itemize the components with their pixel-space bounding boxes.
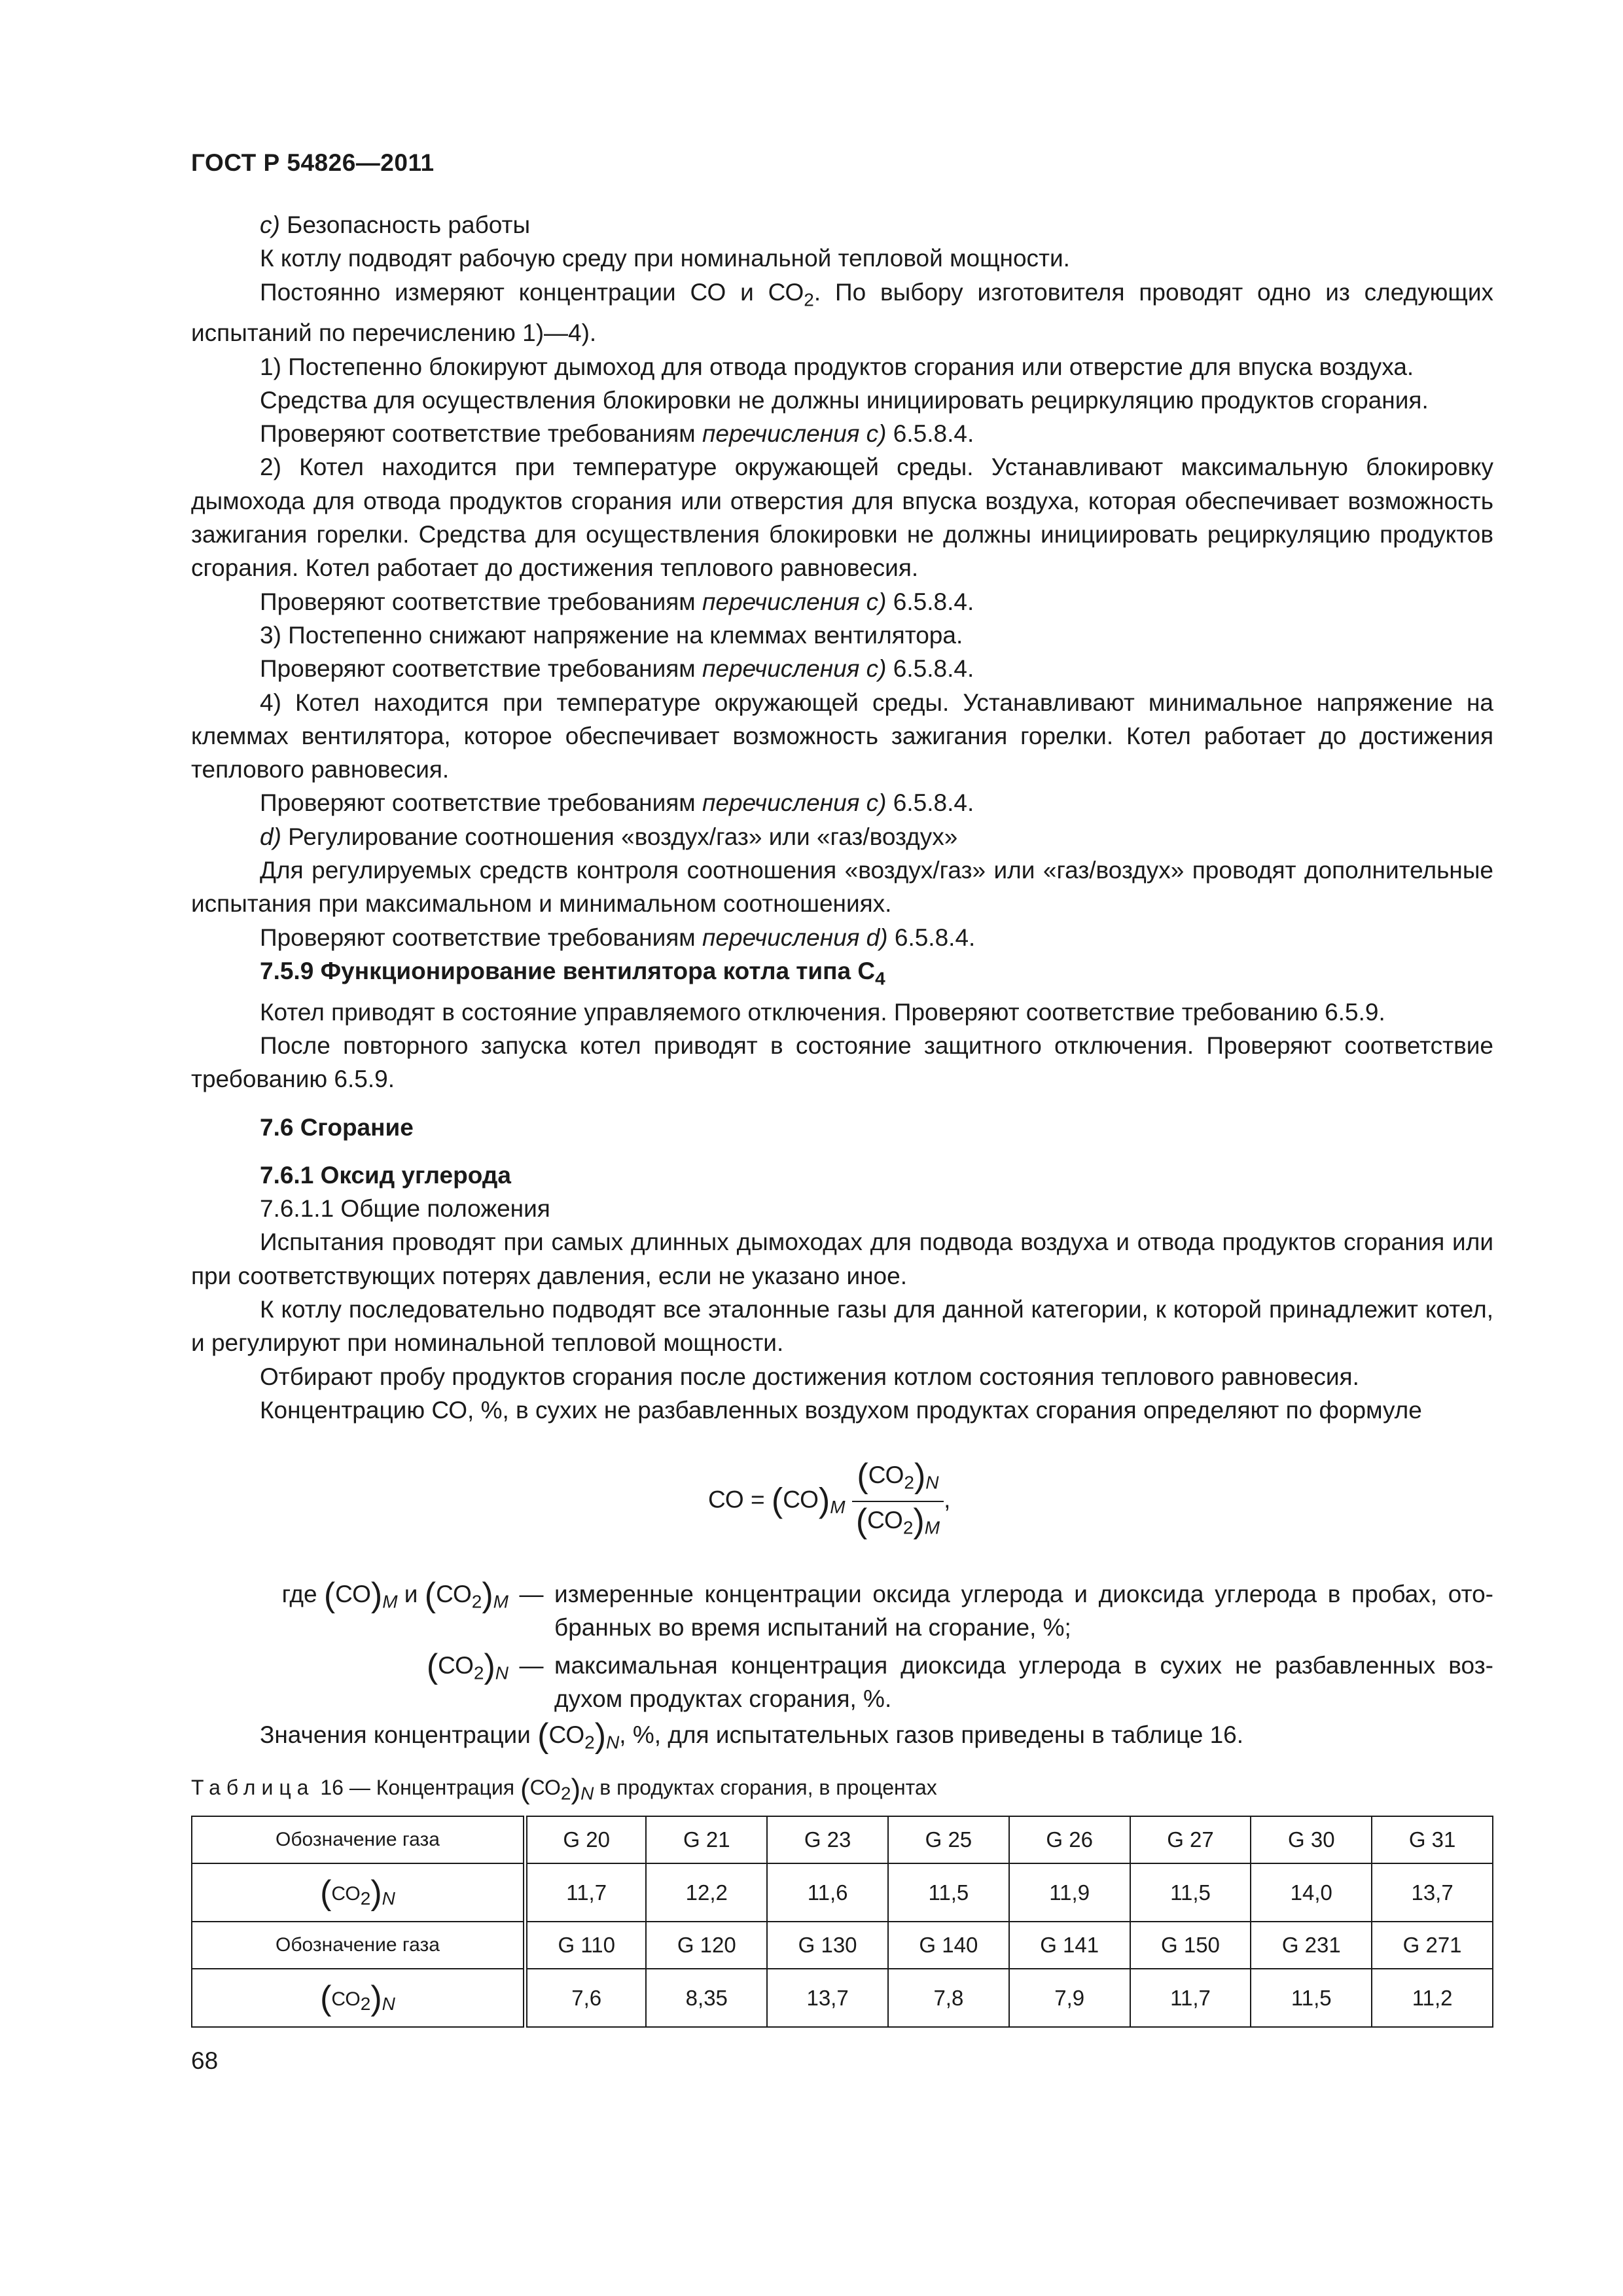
check-reference: Проверяют соответствие требованиям перечисления с) 6.5.8.4. (260, 789, 974, 817)
table-cell: G 26 (1009, 1816, 1130, 1863)
paragraph: Испытания проводят при самых длинных дымоходах для подвода воздуха и отвода продуктов сгорания или при соответствующих потерях давления, если не указано иное. (191, 1229, 1493, 1289)
table-cell: 11,7 (1130, 1969, 1251, 2027)
paragraph: Отбирают пробу продуктов сгорания после достижения котлом состояния теплового равновесия. (260, 1363, 1359, 1390)
body-text (191, 208, 1493, 1759)
table-cell: G 25 (888, 1816, 1009, 1863)
table-cell: 11,2 (1372, 1969, 1493, 2027)
table-cell: 11,5 (888, 1863, 1009, 1922)
table-cell: G 231 (1251, 1922, 1372, 1969)
paragraph: После повторного запуска котел приводят в состояние защитного отключения. Проверяют соответствие требованию 6.5.9. (191, 1031, 1493, 1093)
table-cell: G 31 (1372, 1816, 1493, 1863)
check-reference: Проверяют соответствие требованиям перечисления с) 6.5.8.4. (260, 420, 974, 448)
table-cell: 14,0 (1251, 1863, 1372, 1922)
check-reference: Проверяют соответствие требованиям перечисления d) 6.5.8.4. (260, 924, 976, 951)
table-cell: 11,5 (1251, 1969, 1372, 2027)
paragraph: 2) Котел находится при температуре окружающей среды. Устанавливают максимальную блокировку дымохода для отвода продуктов сгорания или отверстия для впуска воздуха, которая обеспечивает возможность зажигания горелки. Средства для осуществления блокировки не должны инициировать рециркуляцию продуктов сгорания. Котел работает до достижения теплового равновесия. (191, 454, 1493, 582)
item-d-title: d) Регулирование соотношения «воздух/газ» или «газ/воздух» (260, 823, 958, 850)
table-row (192, 1969, 1493, 2027)
row-label: $(СО_2)_N$ (192, 1863, 526, 1922)
section-heading-7-5-9: 7.5.9 Функционирование вентилятора котла типа $С_4$ (260, 957, 885, 989)
table-cell: 11,9 (1009, 1863, 1130, 1922)
table-cell: 11,6 (767, 1863, 888, 1922)
paragraph: Средства для осуществления блокировки не должны инициировать рециркуляцию продуктов сгорания. (260, 386, 1429, 414)
paragraph: 4) Котел находится при температуре окружающей среды. Устанавливают минимальное напряжение на клеммах вентилятора, которое обеспечивает возможность зажигания горелки. Котел работает до достижения теплового равновесия. (191, 689, 1493, 783)
table-cell: 8,35 (646, 1969, 767, 2027)
check-reference: Проверяют соответствие требованиям перечисления с) 6.5.8.4. (260, 588, 974, 615)
co2-concentration-table (191, 1816, 1493, 2028)
table-cell: G 20 (526, 1816, 647, 1863)
paragraph: 1) Постепенно блокируют дымоход для отвода продуктов сгорания или отверстие для впуска воздуха. (260, 353, 1414, 380)
item-c-title: c) Безопасность работы (260, 211, 531, 238)
document-header: ГОСТ Р 54826—2011 (191, 149, 435, 176)
row-label: Обозначение газа (192, 1816, 526, 1863)
table-cell: G 110 (526, 1922, 647, 1969)
paragraph: 3) Постепенно снижают напряжение на клеммах вентилятора. (260, 621, 963, 649)
table-cell: G 21 (646, 1816, 767, 1863)
subsection-heading-7-6-1-1: 7.6.1.1 Общие положения (260, 1195, 550, 1223)
table-row (192, 1922, 1493, 1969)
formula-definitions (191, 1577, 1493, 1715)
table-row (192, 1863, 1493, 1922)
paragraph: Для регулируемых средств контроля соотношения «воздух/газ» или «газ/воздух» проводят дополнительные испытания при максимальном и минимальном соотношениях. (191, 857, 1493, 918)
table-cell: 13,7 (1372, 1863, 1493, 1922)
row-label: $(СО_2)_N$ (192, 1969, 526, 2027)
definition-row: $(СО_2)_N$ — максимальная концентрация диоксида углерода в сухих не разбавленных воздухом продуктах сгорания, %. (426, 1647, 1493, 1713)
definition-row: где $(СО)_M$ и $(СО_2)_M$ — измеренные концентрации оксида углерода и диоксида углерода в пробах, отобранных во время испытаний на сгорание, %; (281, 1576, 1493, 1641)
table-cell: G 130 (767, 1922, 888, 1969)
table-cell: G 120 (646, 1922, 767, 1969)
paragraph: К котлу последовательно подводят все эталонные газы для данной категории, к которой принадлежит котел, и регулируют при номинальной тепловой мощности. (191, 1295, 1493, 1357)
section-heading-7-6-1: 7.6.1 Оксид углерода (260, 1161, 511, 1189)
table-cell: 13,7 (767, 1969, 888, 2027)
table-cell: G 30 (1251, 1816, 1372, 1863)
table-cell: G 150 (1130, 1922, 1251, 1969)
page-number: 68 (191, 2047, 219, 2074)
section-heading-7-6: 7.6 Сгорание (260, 1113, 414, 1141)
table-cell: G 27 (1130, 1816, 1251, 1863)
table-cell: G 140 (888, 1922, 1009, 1969)
table-reference-paragraph: Значения концентрации $(СО_2)_N$, %, для испытательных газов приведены в таблице 16. (260, 1717, 1244, 1755)
table-caption: Таблица 16 — Концентрация $(СО_2)_N$ в продуктах сгорания, в процентах (191, 1773, 937, 1805)
row-label: Обозначение газа (192, 1922, 526, 1969)
paragraph: Котел приводят в состояние управляемого отключения. Проверяют соответствие требованию 6.5.9. (260, 998, 1385, 1026)
table-cell: 11,7 (526, 1863, 647, 1922)
paragraph: Постоянно измеряют концентрации СО и $СО_2$. По выбору изготовителя проводят одно из следующих испытаний по перечислению 1)—4). (191, 278, 1493, 347)
table-row (192, 1816, 1493, 1863)
table-cell: G 141 (1009, 1922, 1130, 1969)
table-cell: 7,6 (526, 1969, 647, 2027)
table-cell: 11,5 (1130, 1863, 1251, 1922)
formula-fraction: $\frac{(СО_2)_N}{(СО_2)_M}$ (852, 1458, 944, 1544)
paragraph: Концентрацию СО, %, в сухих не разбавленных воздухом продуктах сгорания определяют по формуле (260, 1396, 1422, 1424)
table-cell: G 271 (1372, 1922, 1493, 1969)
table-cell: 12,2 (646, 1863, 767, 1922)
table-cell: G 23 (767, 1816, 888, 1863)
check-reference: Проверяют соответствие требованиям перечисления с) 6.5.8.4. (260, 655, 974, 683)
table-cell: 7,9 (1009, 1969, 1130, 2027)
co-formula: СО = $(СО)_M$ $\frac{(СО_2)_N}{(СО_2)_M}$ , (191, 1458, 1493, 1556)
paragraph: К котлу подводят рабочую среду при номинальной тепловой мощности. (260, 245, 1070, 272)
table-cell: 7,8 (888, 1969, 1009, 2027)
